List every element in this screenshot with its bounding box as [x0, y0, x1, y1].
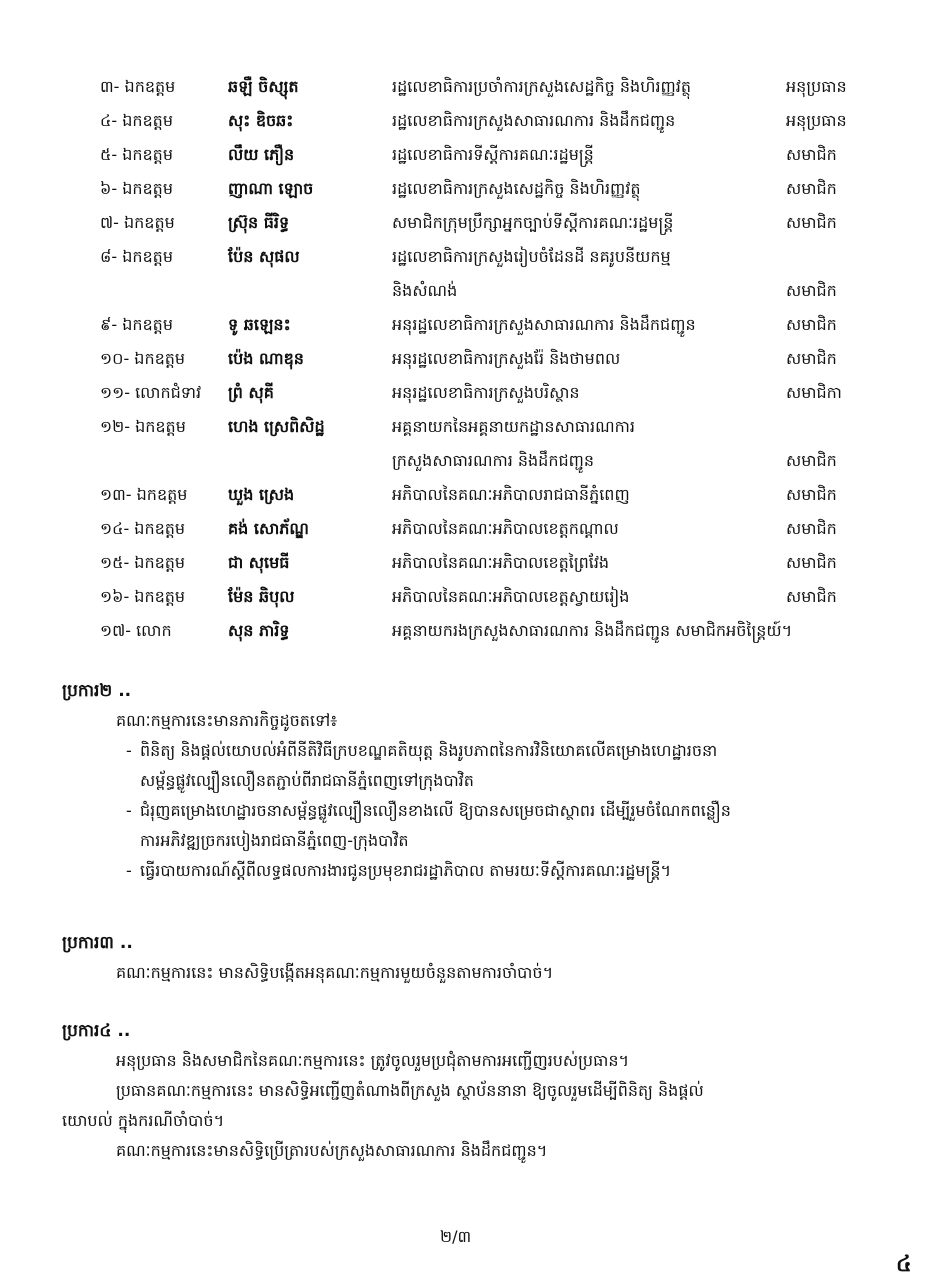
member-role: អនុប្រធាន: [786, 77, 847, 96]
bullet-text-line1: ពិនិត្យ និងផ្តល់យោបល់អំពីនីតិវិធីក្របខណ្ឌគតិយុត្ត និងរូបភាពនៃការវិនិយោគលើគម្រោងហេដ្ឋារចនា: [140, 741, 718, 760]
member-row: [0, 376, 928, 410]
member-row: [0, 172, 928, 206]
member-position: អនុរដ្ឋលេខាធិការក្រសួងបរិស្ថាន: [392, 383, 580, 402]
member-role: សមាជិក: [786, 315, 837, 334]
bullet-dash: -: [126, 801, 132, 820]
article-2: [62, 676, 882, 886]
member-position: អភិបាលនៃគណៈអភិបាលរាជធានីភ្នំពេញ: [392, 485, 630, 504]
member-number: ១០- ឯកឧត្តម: [100, 349, 186, 368]
member-name: គង់ សោភ័ណ្ឌ: [228, 519, 309, 538]
member-number: ៤- ឯកឧត្តម: [100, 111, 173, 130]
member-position-line1: រដ្ឋលេខាធិការក្រសួងរៀបចំដែនដី នគរូបនីយកម្ម: [392, 247, 671, 266]
member-row: [0, 240, 928, 308]
member-name: ជា សុមេធី: [228, 553, 290, 572]
member-list: [0, 70, 928, 648]
member-position-line2: និងសំណង់: [392, 281, 458, 300]
member-name: ប៉ែន សុផល: [228, 247, 300, 266]
member-name: ទូ ឆឡេនះ: [228, 315, 291, 334]
member-name: សុន ភារិទ្ធ: [228, 621, 290, 640]
member-number: ១២- ឯកឧត្តម: [100, 417, 186, 436]
member-number: ១៣- ឯកឧត្តម: [100, 485, 188, 504]
member-name: ញាណា ឡោច: [228, 179, 314, 198]
article-3: [62, 928, 882, 988]
article-4-title: ប្រការ៤ ..: [62, 1021, 131, 1041]
member-name: ហេង ស្រេពិសិដ្ឋ: [228, 417, 325, 436]
member-role: សមាជិក: [786, 553, 837, 572]
member-row: [0, 342, 928, 376]
member-position-line2: ក្រសួងសាធារណការ និងដឹកជញ្ជូន: [392, 451, 595, 470]
member-row: [0, 308, 928, 342]
corner-mark: ៤: [896, 1252, 912, 1277]
member-number: ៩- ឯកឧត្តម: [100, 315, 173, 334]
member-role: សមាជិក: [786, 587, 837, 606]
bullet-text-line2: សម្ព័ន្ធផ្លូវល្បឿនលឿនតភ្ជាប់ពីរាជធានីភ្នំពេញទៅក្រុងបាវិត: [140, 771, 474, 790]
member-name: ប៉េង ណាឌុន: [228, 349, 304, 368]
member-row: [0, 546, 928, 580]
article-4-paragraph-2: [62, 1076, 882, 1106]
member-row: [0, 478, 928, 512]
article-2-intro: គណៈកម្មការនេះមានភារកិច្ចដូចតទៅ៖: [116, 711, 338, 730]
article-2-bullet: [62, 736, 882, 796]
paragraph-2-line1: ប្រធានគណៈកម្មការនេះ មានសិទ្ធិអញ្ជើញតំណាងពីក្រសួង ស្ថាប័ននានា ឱ្យចូលរួមដើម្បីពិនិត្យ និងផ្តល់: [116, 1081, 704, 1100]
member-name: លឹយ ភឿន: [228, 145, 295, 164]
member-name: សុះ ឌិចឆះ: [228, 111, 294, 130]
member-row: [0, 614, 928, 648]
member-number: ១៥- ឯកឧត្តម: [100, 553, 186, 572]
bullet-text-line2: ការអភិវឌ្ឍច្រករបៀងរាជធានីភ្នំពេញ-ក្រុងបាវិត: [140, 831, 409, 850]
member-role: សមាជិកា: [786, 383, 842, 402]
article-2-title: ប្រការ២ ..: [62, 681, 132, 701]
member-position: អភិបាលនៃគណៈអភិបាលខេត្តព្រៃវែង: [392, 553, 610, 572]
member-number: ៧- ឯកឧត្តម: [100, 213, 175, 232]
article-4-paragraph-3: គណៈកម្មការនេះមានសិទ្ធិប្រើត្រារបស់ក្រសួងសាធារណការ និងដឹកជញ្ជូន។: [116, 1141, 548, 1160]
article-3-text: គណៈកម្មការនេះ មានសិទ្ធិបង្កើតអនុគណៈកម្មការមួយចំនួនតាមការចាំបាច់។: [116, 963, 554, 982]
member-number: ១៦- ឯកឧត្តម: [100, 587, 186, 606]
member-row: [0, 410, 928, 478]
member-row: [0, 206, 928, 240]
page-number: ២/៣: [440, 1227, 472, 1246]
member-role: សមាជិក: [786, 281, 837, 300]
member-position-line1: អគ្គនាយកនៃអគ្គនាយកដ្ឋានសាធារណការ: [392, 417, 635, 436]
member-position: អគ្គនាយករងក្រសួងសាធារណការ និងដឹកជញ្ជូន សមាជិកអចិន្ត្រៃយ៍។: [392, 621, 793, 640]
member-role: សមាជិក: [786, 519, 837, 538]
member-row: [0, 512, 928, 546]
member-name: ព្រំ សុគី: [228, 383, 274, 402]
article-3-title: ប្រការ៣ ..: [62, 933, 133, 953]
member-position: រដ្ឋលេខាធិការក្រសួងសាធារណការ និងដឹកជញ្ជូន: [392, 111, 676, 130]
member-name: ស្រ៊ុន ធីរិទ្ធ: [228, 213, 290, 232]
member-number: ១៤- ឯកឧត្តម: [100, 519, 186, 538]
member-row: [0, 580, 928, 614]
member-position: រដ្ឋលេខាធិការប្រចាំការក្រសួងសេដ្ឋកិច្ច និងហិរញ្ញវត្ថុ: [392, 77, 691, 96]
member-position: អនុរដ្ឋលេខាធិការក្រសួងរ៉ែ និងថាមពល: [392, 349, 621, 368]
article-4-paragraph-2-cont: យោបល់ ក្នុងករណីចាំបាច់។: [62, 1111, 225, 1130]
bullet-dash: -: [126, 861, 132, 880]
member-position: [392, 410, 782, 478]
member-position: រដ្ឋលេខាធិការទីស្តីការគណៈរដ្ឋមន្ត្រី: [392, 145, 594, 164]
member-number: ១១- លោកជំទាវ: [100, 383, 202, 402]
member-position: រដ្ឋលេខាធិការក្រសួងសេដ្ឋកិច្ច និងហិរញ្ញវត្ថុ: [392, 179, 641, 198]
article-4-paragraph-1: អនុប្រធាន និងសមាជិកនៃគណៈកម្មការនេះ ត្រូវចូលរួមប្រជុំតាមការអញ្ជើញរបស់ប្រធាន។: [116, 1051, 630, 1070]
member-name: ម៉ែន ឆិបុល: [228, 587, 295, 606]
member-number: ៥- ឯកឧត្តម: [100, 145, 173, 164]
member-number: ៦- ឯកឧត្តម: [100, 179, 173, 198]
member-number: ១៧- លោក: [100, 621, 172, 640]
member-position: សមាជិកក្រុមប្រឹក្សាអ្នកច្បាប់ទីស្តីការគណៈរដ្ឋមន្ត្រី: [392, 213, 674, 232]
member-position: [392, 240, 782, 308]
member-name: ឃួង ស្រេង: [228, 485, 295, 504]
member-position: អភិបាលនៃគណៈអភិបាលខេត្តកណ្តាល: [392, 519, 619, 538]
member-role: សមាជិក: [786, 213, 837, 232]
member-role: សមាជិក: [786, 145, 837, 164]
member-role: អនុប្រធាន: [786, 111, 847, 130]
member-role: សមាជិក: [786, 349, 837, 368]
member-position: អនុរដ្ឋលេខាធិការក្រសួងសាធារណការ និងដឹកជញ្ជូន: [392, 315, 696, 334]
article-2-bullet: [62, 856, 882, 886]
member-name: ឆឡឺ ចិស្សុត: [228, 77, 299, 96]
member-number: ៣- ឯកឧត្តម: [100, 77, 176, 96]
article-2-bullet: [62, 796, 882, 856]
member-row: [0, 70, 928, 104]
article-4: [62, 1016, 882, 1166]
member-role: សមាជិក: [786, 179, 837, 198]
member-row: [0, 138, 928, 172]
member-position: អភិបាលនៃគណៈអភិបាលខេត្តស្វាយរៀង: [392, 587, 630, 606]
bullet-dash: -: [126, 741, 132, 760]
bullet-text-line1: ធ្វើរបាយការណ៍ស្តីពីលទ្ធផលការងារជូនប្រមុខរាជរដ្ឋាភិបាល តាមរយៈទីស្តីការគណៈរដ្ឋមន្ត្រី។: [140, 861, 672, 880]
bullet-text-line1: ជំរុញគម្រោងហេដ្ឋារចនាសម្ព័ន្ធផ្លូវល្បឿនលឿនខាងលើ ឱ្យបានសម្រេចជាស្ថាពរ ដើម្បីរួមចំណែកពន្លឿន: [140, 801, 731, 820]
member-role: សមាជិក: [786, 451, 837, 470]
member-role: សមាជិក: [786, 485, 837, 504]
member-row: [0, 104, 928, 138]
member-number: ៨- ឯកឧត្តម: [100, 247, 173, 266]
